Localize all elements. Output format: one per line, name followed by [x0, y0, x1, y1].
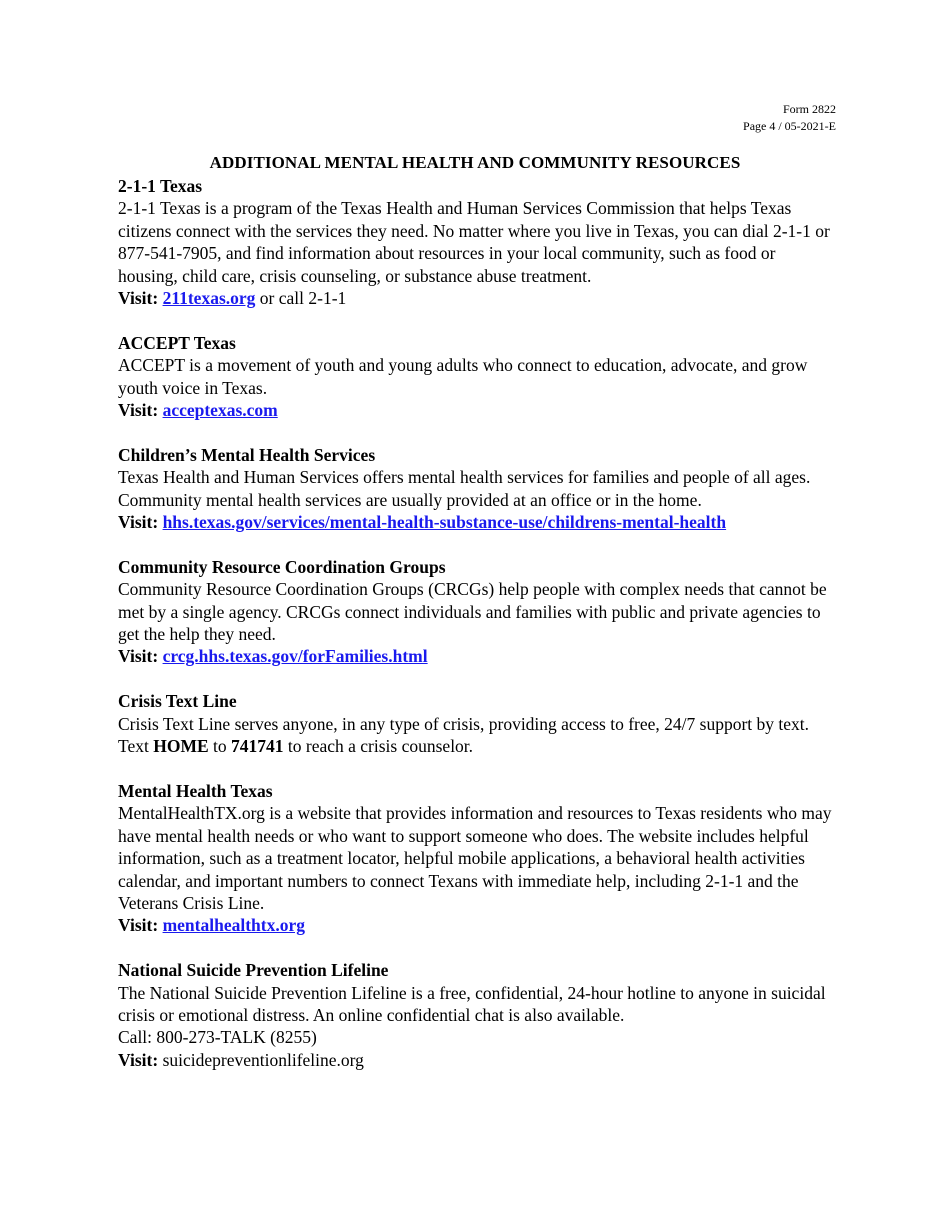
form-number: Form 2822 [782, 102, 836, 116]
resource-list [118, 175, 838, 1094]
resource-visit-line [118, 287, 838, 309]
link-hhs-childrens-mental-health[interactable]: hhs.texas.gov/services/mental-health-substance-use/childrens-mental-health [162, 512, 727, 533]
page-title: ADDITIONAL MENTAL HEALTH AND COMMUNITY RESOURCES [209, 153, 741, 172]
visit-label: Visit: [118, 1049, 159, 1070]
resource-visit-line [118, 914, 838, 936]
text-mid: to [208, 736, 232, 757]
resource-visit-line [118, 645, 838, 667]
resource-crisis-text-line [118, 690, 838, 757]
resource-description: The National Suicide Prevention Lifeline is a free, confidential, 24-hour hotline to anyone in suicidal crisis or emotional distress. An online confidential chat is also available. [118, 982, 826, 1025]
text-suffix: to reach a crisis counselor. [283, 736, 474, 757]
resource-description: Community Resource Coordination Groups (CRCGs) help people with complex needs that cannot be met by a single agency. CRCGs connect individuals and families with public and private agencies to get the help they need. [118, 579, 827, 645]
resource-description: MentalHealthTX.org is a website that provides information and resources to Texas residents who may have mental health needs or who want to support someone who does. The website includes helpful information, such as a treatment locator, helpful mobile applications, a behavioral health activities calendar, and important numbers to connect Texans with immediate help, including 2-1-1 and the Veterans Crisis Line. [118, 803, 832, 913]
resource-heading: ACCEPT Texas [118, 332, 236, 353]
visit-label: Visit: [118, 400, 159, 421]
resource-visit-line [118, 399, 838, 421]
link-211texas[interactable]: 211texas.org [162, 288, 256, 309]
resource-crcg [118, 556, 838, 668]
text-instruction [118, 735, 838, 757]
link-acceptexas[interactable]: acceptexas.com [162, 400, 278, 421]
resource-suicide-prevention-lifeline [118, 959, 838, 1071]
visit-label: Visit: [118, 915, 159, 936]
resource-heading: Community Resource Coordination Groups [118, 556, 446, 577]
link-crcg[interactable]: crcg.hhs.texas.gov/forFamilies.html [162, 646, 428, 667]
resource-visit-line [118, 511, 838, 533]
resource-childrens-mental-health [118, 444, 838, 534]
visit-label: Visit: [118, 288, 159, 309]
resource-description: Crisis Text Line serves anyone, in any type of crisis, providing access to free, 24/7 support by text. [118, 713, 810, 734]
form-header [743, 101, 836, 135]
resource-mental-health-texas [118, 780, 838, 937]
resource-accept-texas [118, 332, 838, 422]
resource-description: 2-1-1 Texas is a program of the Texas Health and Human Services Commission that helps Texas citizens connect with the services they need. No matter where you live in Texas, you can dial 2-1-1 or 877-541-7905, and find information about resources in your local community, such as food or housing, child care, crisis counseling, or substance abuse treatment. [118, 198, 830, 286]
resource-heading: Children’s Mental Health Services [118, 444, 376, 465]
page-number: Page 4 / 05-2021-E [743, 119, 836, 133]
text-number: 741741 [231, 736, 284, 757]
resource-heading: 2-1-1 Texas [118, 176, 203, 196]
resource-description: Texas Health and Human Services offers mental health services for families and people of all ages. Community mental health services are usually provided at an office or in the home. [118, 467, 811, 510]
lifeline-url: suicidepreventionlifeline.org [162, 1049, 364, 1070]
text-keyword: HOME [153, 736, 209, 757]
resource-heading: National Suicide Prevention Lifeline [118, 960, 389, 981]
text-prefix: Text [118, 736, 154, 757]
resource-visit-line [118, 1049, 838, 1071]
resource-description: ACCEPT is a movement of youth and young adults who connect to education, advocate, and grow youth voice in Texas. [118, 355, 808, 398]
resource-heading: Crisis Text Line [118, 691, 237, 712]
link-mentalhealthtx[interactable]: mentalhealthtx.org [162, 915, 305, 936]
visit-label: Visit: [118, 646, 159, 667]
resource-heading: Mental Health Texas [118, 780, 273, 801]
call-line: Call: 800-273-TALK (8255) [118, 1027, 317, 1048]
visit-label: Visit: [118, 512, 159, 533]
resource-211-texas [118, 175, 838, 309]
call-note: or call 2-1-1 [255, 288, 347, 309]
